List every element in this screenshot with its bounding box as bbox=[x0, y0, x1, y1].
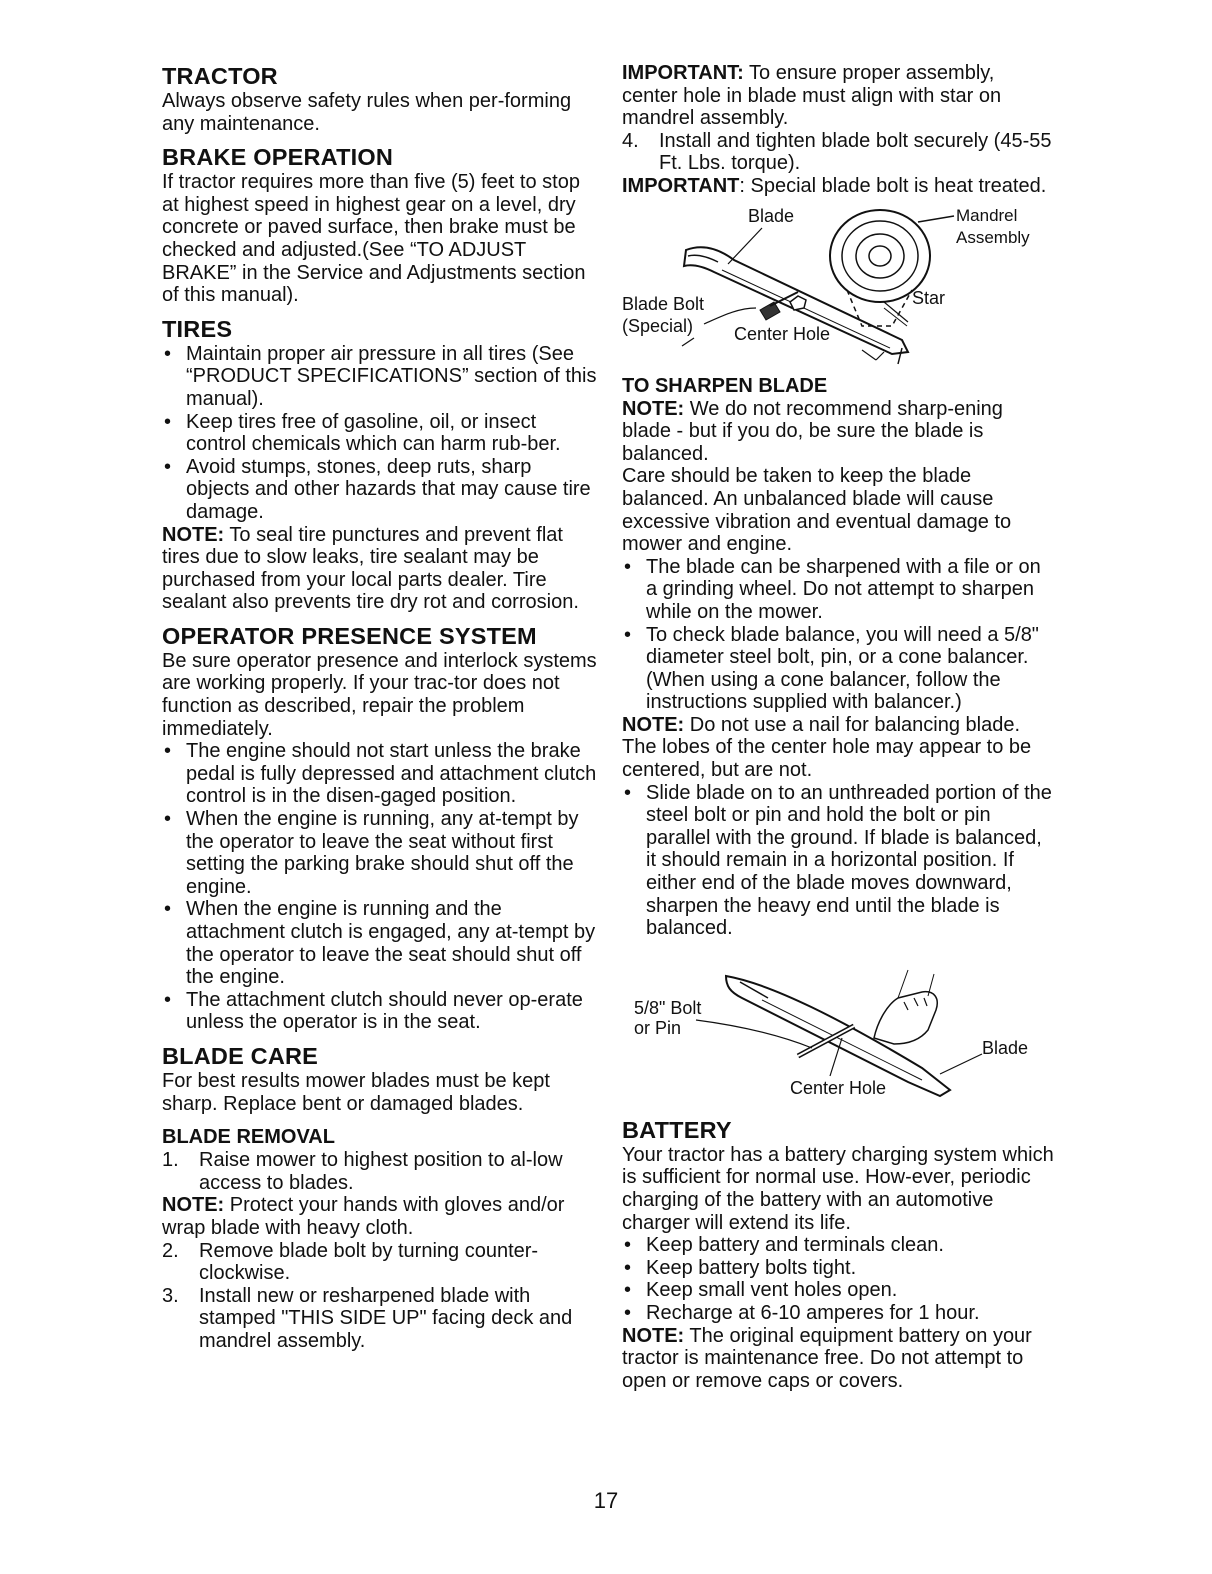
step-number: 4. bbox=[622, 129, 639, 152]
battery-bullet bbox=[622, 1302, 1054, 1325]
bullet-icon: • bbox=[624, 1256, 632, 1279]
left-column bbox=[162, 62, 598, 1353]
note-label: NOTE: bbox=[162, 523, 225, 546]
step-number: 1. bbox=[162, 1149, 179, 1172]
operator-bullet-text: The attachment clutch should never op-erate unless the operator is in the seat. bbox=[186, 988, 583, 1034]
right-column bbox=[622, 62, 1054, 1392]
tires-bullet-text: Avoid stumps, stones, deep ruts, sharp objects and other hazards that may cause tire damage. bbox=[186, 455, 591, 523]
important-label: IMPORTANT bbox=[622, 174, 740, 197]
battery-text: Your tractor has a battery charging system which is sufficient for normal use. How-ever, periodic charging of the battery with an automotive charger will extend its life. bbox=[622, 1143, 1054, 1234]
center-hole-label: Center Hole bbox=[734, 323, 831, 344]
battery-note-text: The original equipment battery on your tractor is maintenance free. Do not attempt to open or remove caps or covers. bbox=[622, 1324, 1032, 1392]
center-hole-label: Center Hole bbox=[790, 1077, 887, 1098]
operator-bullet-text: The engine should not start unless the brake pedal is fully depressed and attachment clutch control is in the disen-gaged position. bbox=[186, 740, 597, 808]
heading-operator-presence: OPERATOR PRESENCE SYSTEM bbox=[162, 622, 537, 649]
tires-bullet bbox=[162, 456, 598, 524]
bullet-icon: • bbox=[624, 623, 632, 646]
bullet-icon: • bbox=[164, 455, 172, 478]
battery-bullet bbox=[622, 1257, 1054, 1280]
battery-bullet bbox=[622, 1279, 1054, 1302]
important-text: : Special blade bolt is heat treated. bbox=[739, 174, 1047, 197]
sharpen-bullet bbox=[622, 556, 1054, 624]
battery-bullet-text: Keep battery and terminals clean. bbox=[646, 1234, 944, 1257]
bullet-icon: • bbox=[164, 410, 172, 433]
important-note-2 bbox=[622, 175, 1054, 198]
bullet-icon: • bbox=[624, 1301, 632, 1324]
star-label: Star bbox=[912, 287, 946, 308]
sharpen-note-1 bbox=[622, 398, 1054, 466]
operator-bullet-text: When the engine is running and the attachment clutch is engaged, any at-tempt by the operator to leave the seat should shut off the engine. bbox=[186, 898, 596, 989]
bullet-icon: • bbox=[624, 555, 632, 578]
operator-bullet bbox=[162, 989, 598, 1034]
sharpen-bullet bbox=[622, 782, 1054, 940]
brake-text: If tractor requires more than five (5) feet to stop at highest speed in highest gear on a level, dry concrete or paved surface, then brake must be checked and adjusted.(See “TO ADJUST BRAKE” in the Service and Adjustments section of this manual). bbox=[162, 171, 586, 307]
battery-note bbox=[622, 1325, 1054, 1393]
blade-label: Blade bbox=[982, 1037, 1029, 1058]
removal-step-1 bbox=[162, 1149, 598, 1194]
important-label: IMPORTANT: bbox=[622, 62, 744, 84]
sharpen-bullet bbox=[622, 624, 1054, 714]
special-label: (Special) bbox=[622, 315, 694, 336]
bullet-icon: • bbox=[164, 808, 172, 831]
heading-tires: TIRES bbox=[162, 315, 233, 342]
step-number: 2. bbox=[162, 1239, 179, 1262]
sharpen-note-2 bbox=[622, 714, 1054, 782]
mandrel-label: Mandrel bbox=[956, 205, 1018, 225]
removal-step-4 bbox=[622, 130, 1054, 175]
removal-note bbox=[162, 1194, 598, 1239]
blade-balance-figure bbox=[622, 940, 1054, 1112]
battery-bullet bbox=[622, 1234, 1054, 1257]
battery-bullet-text: Keep battery bolts tight. bbox=[646, 1256, 857, 1279]
sharpen-bullet-text: Slide blade on to an unthreaded portion of the steel bolt or pin and hold the bolt or pin parallel with the ground. If blade is balanced, it should remain in a horizontal position. If either end of the blade moves downward, sharpen the heavy end until the blade is balanced. bbox=[646, 781, 1052, 940]
sharpen-text: Care should be taken to keep the blade balanced. An unbalanced blade will cause excessive vibration and eventual damage to mower and engine. bbox=[622, 465, 1012, 556]
tractor-text: Always observe safety rules when per-forming any maintenance. bbox=[162, 90, 572, 135]
sharpen-note-text: Do not use a nail for balancing blade. The lobes of the center hole may appear to be centered, but are not. bbox=[622, 713, 1032, 782]
tires-note-text: To seal tire punctures and prevent flat tires due to slow leaks, tire sealant may be purchased from your local parts dealer. Tire sealant also prevents tire dry rot and corrosion. bbox=[162, 523, 579, 614]
assembly-label: Assembly bbox=[956, 227, 1030, 247]
operator-bullet bbox=[162, 898, 598, 988]
battery-bullet-text: Recharge at 6-10 amperes for 1 hour. bbox=[646, 1301, 980, 1324]
operator-bullet-text: When the engine is running, any at-tempt by the operator to leave the seat without first setting the parking brake should shut off the engine. bbox=[186, 808, 579, 898]
operator-bullet bbox=[162, 808, 598, 898]
removal-step-2 bbox=[162, 1240, 598, 1285]
removal-note-text: Protect your hands with gloves and/or wrap blade with heavy cloth. bbox=[162, 1194, 565, 1239]
heading-tractor: TRACTOR bbox=[162, 63, 278, 89]
sharpen-bullet-text: The blade can be sharpened with a file or on a grinding wheel. Do not attempt to sharpen while on the mower. bbox=[646, 555, 1041, 623]
bullet-icon: • bbox=[624, 781, 632, 804]
important-note-1 bbox=[622, 62, 1054, 130]
heading-blade-removal: BLADE REMOVAL bbox=[162, 1126, 335, 1149]
blade-care-text: For best results mower blades must be kept sharp. Replace bent or damaged blades. bbox=[162, 1069, 550, 1115]
tires-bullet-text: Maintain proper air pressure in all tires (See “PRODUCT SPECIFICATIONS” section of this manual). bbox=[186, 342, 597, 410]
removal-step-3 bbox=[162, 1285, 598, 1353]
note-label: NOTE: bbox=[162, 1194, 225, 1217]
blade-bolt-label: Blade Bolt bbox=[622, 293, 705, 314]
sharpen-bullet-text: To check blade balance, you will need a 5/8" diameter steel bolt, pin, or a cone balancer. (When using a cone balancer, follow the instructions supplied with balancer.) bbox=[646, 623, 1039, 714]
note-label: NOTE: bbox=[622, 1324, 685, 1347]
heading-sharpen-blade: TO SHARPEN BLADE bbox=[622, 374, 828, 397]
or-pin-label: or Pin bbox=[634, 1017, 682, 1038]
bullet-icon: • bbox=[164, 342, 172, 365]
bullet-icon: • bbox=[624, 1279, 632, 1302]
bolt-label: 5/8" Bolt bbox=[634, 997, 702, 1018]
step-text: Install new or resharpened blade with stamped "THIS SIDE UP" facing deck and mandrel assembly. bbox=[199, 1284, 573, 1352]
tires-bullet-text: Keep tires free of gasoline, oil, or insect control chemicals which can harm rub-ber. bbox=[186, 410, 561, 456]
heading-blade-care: BLADE CARE bbox=[162, 1042, 319, 1069]
tires-bullet bbox=[162, 343, 598, 411]
bullet-icon: • bbox=[164, 898, 172, 921]
step-text: Install and tighten blade bolt securely (45-55 Ft. Lbs. torque). bbox=[659, 129, 1052, 175]
page-number: 17 bbox=[593, 1488, 619, 1513]
blade-label: Blade bbox=[748, 205, 795, 226]
step-number: 3. bbox=[162, 1284, 179, 1307]
operator-bullet bbox=[162, 740, 598, 808]
step-text: Raise mower to highest position to al-low access to blades. bbox=[199, 1149, 563, 1194]
heading-battery: BATTERY bbox=[622, 1116, 732, 1143]
blade-mandrel-figure bbox=[622, 198, 1054, 368]
note-label: NOTE: bbox=[622, 397, 685, 420]
tires-note bbox=[162, 524, 598, 614]
bullet-icon: • bbox=[164, 988, 172, 1011]
bullet-icon: • bbox=[624, 1234, 632, 1257]
important-text: To ensure proper assembly, center hole in blade must align with star on mandrel assembly. bbox=[622, 62, 1002, 130]
operator-text: Be sure operator presence and interlock systems are working properly. If your trac-tor does not function as described, repair the problem immediately. bbox=[162, 649, 597, 740]
note-label: NOTE: bbox=[622, 713, 685, 736]
step-text: Remove blade bolt by turning counter-clockwise. bbox=[199, 1239, 539, 1285]
tires-bullet bbox=[162, 411, 598, 456]
bullet-icon: • bbox=[164, 740, 172, 763]
heading-brake-operation: BRAKE OPERATION bbox=[162, 144, 394, 171]
sharpen-note-text: We do not recommend sharp-ening blade - but if you do, be sure the blade is balanced. bbox=[622, 397, 1003, 465]
battery-bullet-text: Keep small vent holes open. bbox=[646, 1279, 898, 1302]
